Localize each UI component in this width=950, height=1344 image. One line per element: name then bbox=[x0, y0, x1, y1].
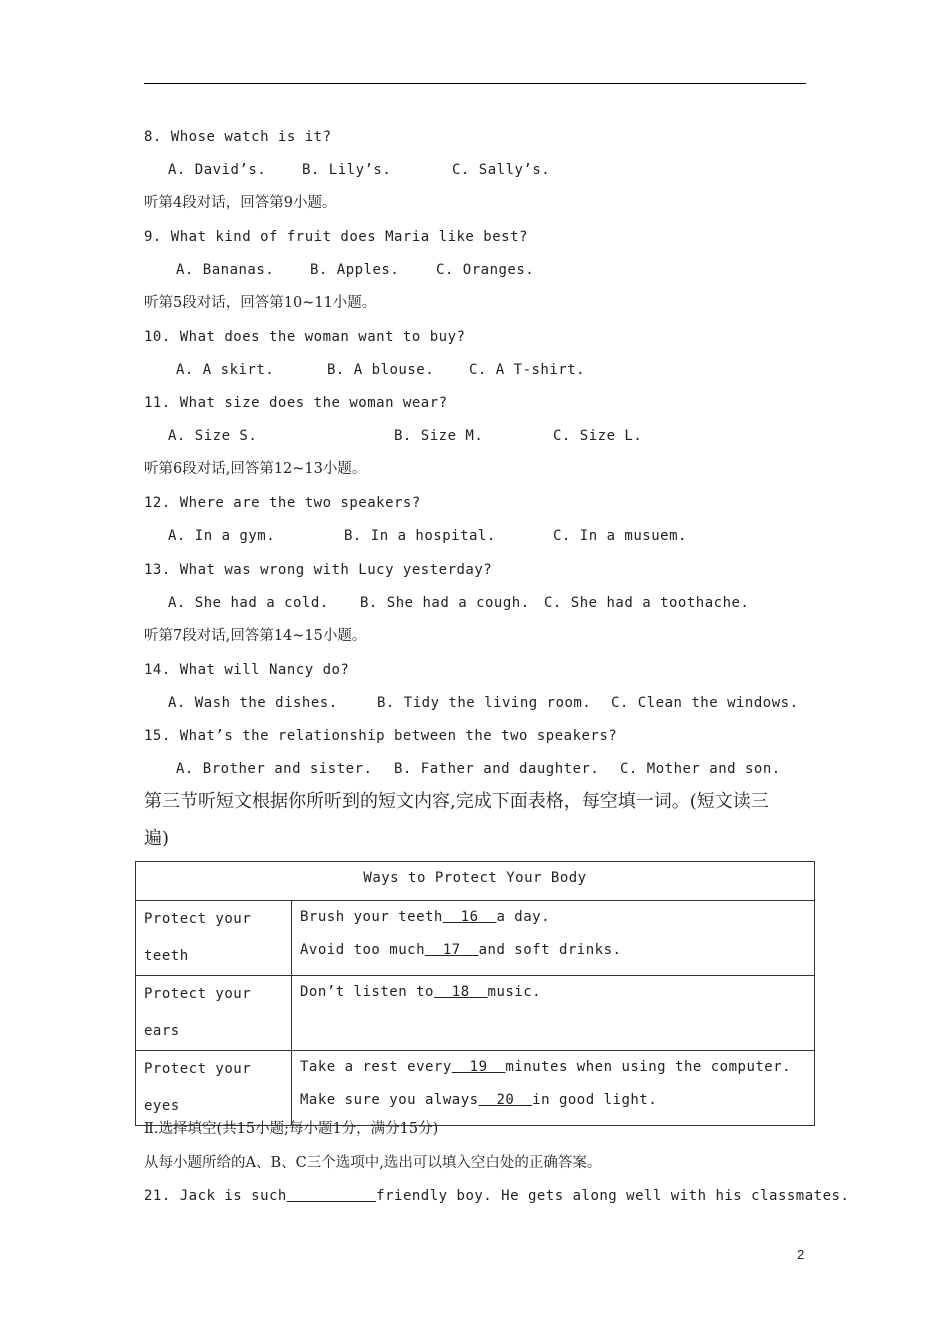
question-9: 9. What kind of fruit does Maria like best? bbox=[144, 229, 528, 245]
q13-option-b: B. She had a cough. bbox=[360, 595, 530, 611]
blank-17: 17 bbox=[442, 942, 461, 958]
blank-20: 20 bbox=[496, 1092, 515, 1108]
q15-option-b: B. Father and daughter. bbox=[394, 761, 600, 777]
table-row-content: Take a rest every 19 minutes when using the computer. Make sure you always 20 in good light. bbox=[292, 1051, 815, 1126]
question-21: 21. Jack is such friendly boy. He gets along well with his classmates. bbox=[144, 1188, 850, 1204]
table-row-label: Protect your eyes bbox=[136, 1051, 292, 1126]
blank-18: 18 bbox=[451, 984, 470, 1000]
table-row-label: Protect your ears bbox=[136, 976, 292, 1051]
table-row-content: Brush your teeth 16 a day. Avoid too much 17 and soft drinks. bbox=[292, 901, 815, 976]
q15-option-c: C. Mother and son. bbox=[620, 761, 781, 777]
blank-16: 16 bbox=[460, 909, 479, 925]
q13-option-c: C. She had a toothache. bbox=[544, 595, 750, 611]
table-row bbox=[136, 1051, 815, 1126]
part2-instruction: 从每小题所给的A、B、C三个选项中,选出可以填入空白处的正确答案。 bbox=[144, 1155, 602, 1171]
q11-option-b: B. Size M. bbox=[394, 428, 484, 444]
blank-19: 19 bbox=[469, 1059, 488, 1075]
part2-heading: Ⅱ.选择填空(共15小题;每小题1分，满分15分) bbox=[144, 1121, 439, 1137]
q8-option-a: A. David’s. bbox=[168, 162, 267, 178]
section-4-instruction: 听第4段对话，回答第9小题。 bbox=[144, 195, 337, 211]
section-7-instruction: 听第7段对话,回答第14~15小题。 bbox=[144, 628, 367, 644]
table-row-label: Protect your teeth bbox=[136, 901, 292, 976]
q10-option-b: B. A blouse. bbox=[327, 362, 435, 378]
header-rule bbox=[144, 83, 806, 84]
question-12: 12. Where are the two speakers? bbox=[144, 495, 421, 511]
section-6-instruction: 听第6段对话,回答第12~13小题。 bbox=[144, 461, 367, 477]
q15-option-a: A. Brother and sister. bbox=[176, 761, 373, 777]
q14-option-b: B. Tidy the living room. bbox=[377, 695, 592, 711]
q8-option-c: C. Sally’s. bbox=[452, 162, 551, 178]
question-8: 8. Whose watch is it? bbox=[144, 129, 332, 145]
q11-option-a: A. Size S. bbox=[168, 428, 258, 444]
q11-option-c: C. Size L. bbox=[553, 428, 643, 444]
table-row-content: Don’t listen to 18 music. bbox=[292, 976, 815, 1051]
q10-option-c: C. A T-shirt. bbox=[469, 362, 586, 378]
question-13: 13. What was wrong with Lucy yesterday? bbox=[144, 562, 493, 578]
part3-heading-cont: 遍) bbox=[144, 828, 170, 849]
q8-option-b: B. Lily’s. bbox=[302, 162, 392, 178]
part3-heading: 第三节听短文根据你所听到的短文内容,完成下面表格，每空填一词。(短文读三 bbox=[144, 791, 769, 812]
question-10: 10. What does the woman want to buy? bbox=[144, 329, 466, 345]
page-number: 2 bbox=[797, 1247, 805, 1262]
table-row bbox=[136, 976, 815, 1051]
q14-option-a: A. Wash the dishes. bbox=[168, 695, 338, 711]
q12-option-c: C. In a musuem. bbox=[553, 528, 687, 544]
section-5-instruction: 听第5段对话，回答第10~11小题。 bbox=[144, 295, 377, 311]
answer-blank bbox=[287, 1188, 376, 1204]
q9-option-c: C. Oranges. bbox=[436, 262, 535, 278]
q9-option-b: B. Apples. bbox=[310, 262, 400, 278]
table-title: Ways to Protect Your Body bbox=[136, 862, 815, 901]
question-11: 11. What size does the woman wear? bbox=[144, 395, 448, 411]
q9-option-a: A. Bananas. bbox=[176, 262, 275, 278]
q12-option-a: A. In a gym. bbox=[168, 528, 276, 544]
q10-option-a: A. A skirt. bbox=[176, 362, 275, 378]
table-row bbox=[136, 901, 815, 976]
q14-option-c: C. Clean the windows. bbox=[611, 695, 799, 711]
q13-option-a: A. She had a cold. bbox=[168, 595, 329, 611]
question-15: 15. What’s the relationship between the two speakers? bbox=[144, 728, 618, 744]
q12-option-b: B. In a hospital. bbox=[344, 528, 496, 544]
protect-body-table bbox=[135, 861, 815, 1126]
question-14: 14. What will Nancy do? bbox=[144, 662, 350, 678]
